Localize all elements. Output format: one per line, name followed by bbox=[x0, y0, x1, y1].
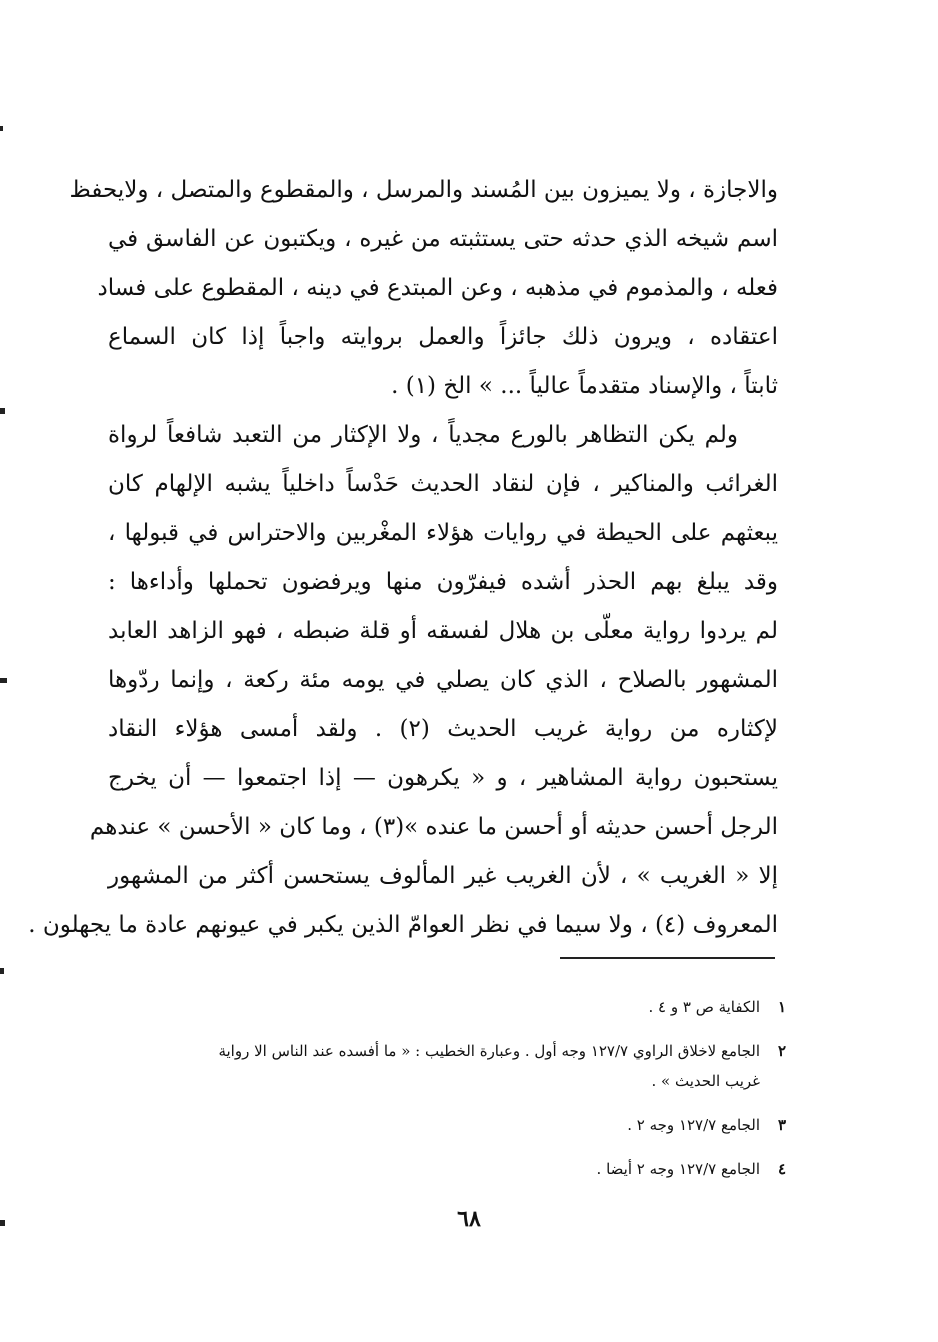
footnote-line: الجامع ١٢٧/٧ وجه ٢ . bbox=[627, 1116, 760, 1134]
text-line: المعروف (٤) ، ولا سيما في نظر العوامّ الذين يكبر في عيونهم عادة ما يجهلون . bbox=[28, 912, 778, 938]
text-line: ولم يكن التظاهر بالورع مجدياً ، ولا الإكثار من التعبد شافعاً لرواة bbox=[108, 422, 738, 448]
footnote-text bbox=[108, 1036, 760, 1096]
footnote-text bbox=[108, 1154, 760, 1184]
footnote-line: الكفاية ص ٣ و ٤ . bbox=[648, 998, 760, 1016]
main-text bbox=[28, 166, 778, 950]
footnote bbox=[108, 1154, 786, 1184]
footnote-number: ٢ bbox=[777, 1042, 786, 1060]
text-line: المشهور بالصلاح ، الذي كان يصلي في يومه مئة ركعة ، وإنما ردّوها bbox=[108, 667, 778, 693]
footnote-line: الجامع لاخلاق الراوي ١٢٧/٧ وجه أول . وعبارة الخطيب : « ما أفسده عند الناس الا رواية bbox=[218, 1042, 760, 1060]
page-number: ٦٨ bbox=[457, 1206, 481, 1232]
text-line: ثابتاً ، والإسناد متقدماً عالياً ... » الخ (١) . bbox=[391, 373, 778, 399]
scan-mark bbox=[0, 408, 5, 414]
text-line: اسم شيخه الذي حدثه حتى يستثبته من غيره ، ويكتبون عن الفاسق في bbox=[108, 226, 778, 252]
scan-mark bbox=[0, 126, 3, 131]
text-line: وقد يبلغ بهم الحذر أشده فيفرّون منها ويرفضون تحملها وأداءها : bbox=[108, 569, 778, 595]
footnote-line: الجامع ١٢٧/٧ وجه ٢ أيضا . bbox=[596, 1160, 760, 1178]
scan-mark bbox=[0, 1220, 5, 1226]
footnote-number: ٣ bbox=[777, 1116, 786, 1134]
footnote-number: ٤ bbox=[777, 1160, 786, 1178]
footnote-divider bbox=[560, 957, 775, 959]
footnote bbox=[108, 992, 786, 1022]
text-line: والاجازة ، ولا يميزون بين المُسند والمرسل ، والمقطوع والمتصل ، ولايحفظ bbox=[69, 177, 778, 203]
text-line: لإكثاره من رواية غريب الحديث (٢) . ولقد أمسى هؤلاء النقاد bbox=[108, 716, 778, 742]
footnote-number: ١ bbox=[777, 998, 786, 1016]
text-line: إلا « الغريب » ، لأن الغريب غير المألوف يستحسن أكثر من المشهور bbox=[108, 863, 778, 889]
text-line: لم يردوا رواية معلّى بن هلال لفسقه أو قلة ضبطه ، فهو الزاهد العابد bbox=[108, 618, 778, 644]
text-line: فعله ، والمذموم في مذهبه ، وعن المبتدع في دينه ، المقطوع على فساد bbox=[97, 275, 778, 301]
text-line: يبعثهم على الحيطة في روايات هؤلاء المغْربين والاحتراس في قبولها ، bbox=[108, 520, 778, 546]
footnote bbox=[108, 1036, 786, 1096]
text-line: الرجل أحسن حديثه أو أحسن ما عنده »(٣) ، وما كان « الأحسن » عندهم bbox=[89, 814, 778, 840]
text-line: الغرائب والمناكير ، فإن لنقاد الحديث حَدْساً داخلياً يشبه الإلهام كان bbox=[108, 471, 778, 497]
footnotes bbox=[108, 992, 786, 1198]
text-line: يستحبون رواية المشاهير ، و « يكرهون — إذا اجتمعوا — أن يخرج bbox=[108, 765, 778, 791]
scan-mark bbox=[0, 678, 7, 683]
footnote bbox=[108, 1110, 786, 1140]
footnote-text bbox=[108, 1110, 760, 1140]
text-line: اعتقاده ، ويرون ذلك جائزاً والعمل بروايته واجباً إذا كان السماع bbox=[108, 324, 778, 350]
footnote-text bbox=[108, 992, 760, 1022]
footnote-line: غريب الحديث » . bbox=[651, 1072, 760, 1090]
scan-mark bbox=[0, 968, 4, 974]
